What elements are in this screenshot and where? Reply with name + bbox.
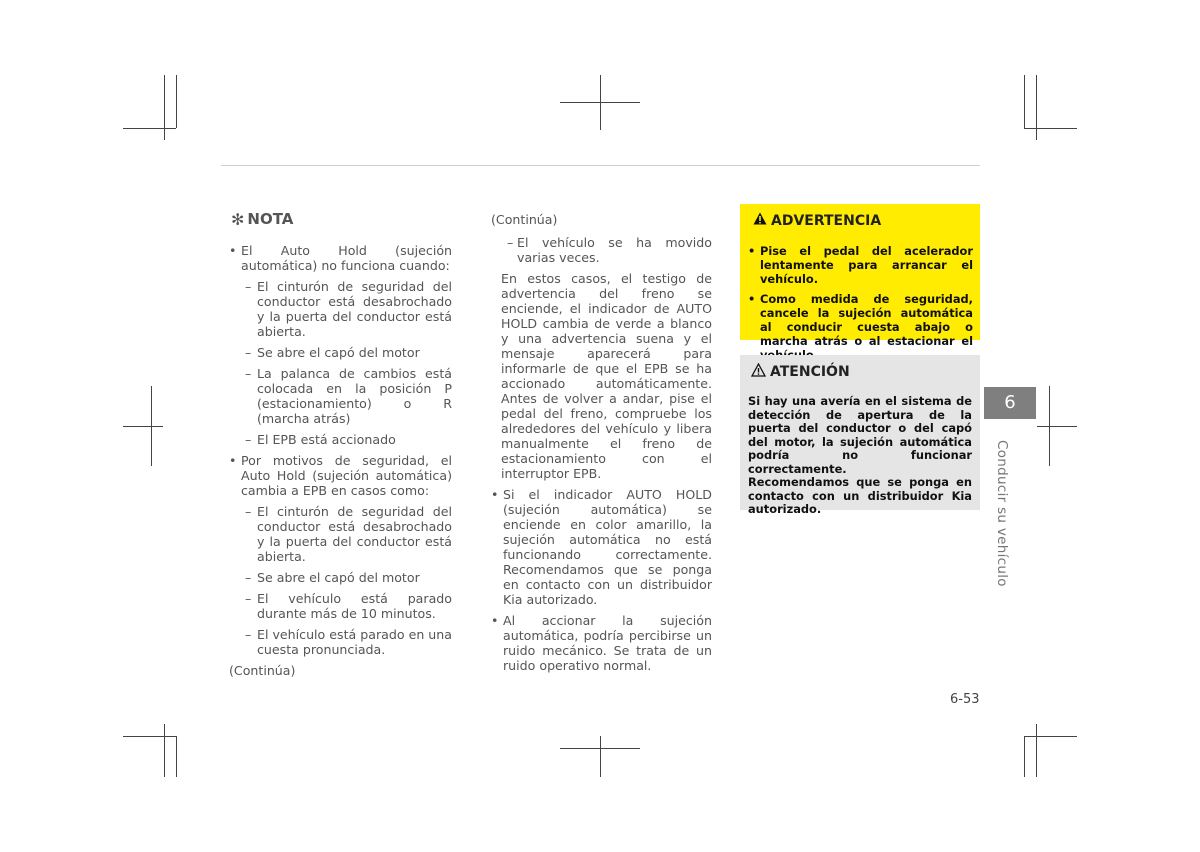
crop-mark	[123, 128, 176, 129]
list-item: • Pise el pedal del acelerador lentamente para arrancar el vehículo.	[748, 244, 973, 286]
sub-item: – El cinturón de seguridad del conductor está desabrochado y la puerta del conductor está abierta.	[229, 279, 452, 339]
crop-mark	[600, 75, 601, 130]
crop-mark	[1024, 128, 1077, 129]
chapter-title: Conducir su vehículo	[994, 440, 1010, 587]
list-item: • Al accionar la sujeción automática, podría percibirse un ruido mecánico. Se trata de un ruido operativo normal.	[491, 613, 712, 673]
crop-mark	[176, 736, 177, 777]
continued-label: (Continúa)	[229, 663, 296, 678]
caution-heading	[751, 363, 850, 381]
list-item: • Si el indicador AUTO HOLD (sujeción automática) se enciende en color amarillo, la sujeción automática no está funcionando correctamente. Recomendamos que se ponga en contacto con un distribuidor Kia autorizado.	[491, 487, 712, 607]
bullet-lead: • Por motivos de seguridad, el Auto Hold (sujeción automática) cambia a EPB en casos como:	[241, 453, 452, 498]
caution-box	[740, 355, 980, 516]
asterisk-icon: ✻	[231, 210, 245, 229]
crop-mark	[1024, 736, 1077, 737]
warning-title: ADVERTENCIA	[771, 212, 882, 229]
sub-item: – El vehículo está parado en una cuesta pronunciada.	[229, 627, 452, 657]
list-item	[229, 453, 452, 498]
warning-triangle-icon	[753, 212, 767, 229]
sub-item: – Se abre el capó del motor	[229, 345, 452, 360]
nota-heading	[231, 212, 452, 227]
continued-label: (Continúa)	[491, 212, 558, 227]
paragraph: En estos casos, el testigo de advertencia del freno se enciende, el indicador de AUTO HOLD cambia de verde a blanco y una advertencia suena y el mensaje aparecerá para informarle de que el EPB se ha accionado automáticamente. Antes de volver a andar, pise el pedal del freno, compruebe los alrededores del vehículo y libera manualmente el freno de estacionamiento con el interruptor EPB.	[501, 271, 712, 481]
crop-mark	[1037, 426, 1077, 427]
crop-mark	[1036, 75, 1037, 140]
list-item: • Como medida de seguridad, cancele la sujeción automática al conducir cuesta abajo o marcha atrás o al estacionar el	[748, 292, 973, 362]
caution-triangle-icon	[751, 363, 766, 381]
bullet-lead: • El Auto Hold (sujeción automática) no funciona cuando:	[241, 243, 452, 273]
crop-mark	[1049, 386, 1050, 466]
sub-item: – Se abre el capó del motor	[229, 570, 452, 585]
warning-list	[748, 244, 973, 368]
crop-mark	[1036, 724, 1037, 777]
crop-mark	[600, 736, 601, 777]
paragraph: Si hay una avería en el sistema de detección de apertura de la puerta del conductor o del capó del motor, la sujeción automática podría no funcionar correctamente.	[748, 394, 972, 476]
crop-mark	[1024, 736, 1025, 777]
nota-title: NOTA	[247, 210, 294, 228]
page-number: 6-53	[950, 692, 980, 707]
crop-mark	[164, 75, 165, 140]
sub-item: – El vehículo está parado durante más de 10 minutos.	[229, 591, 452, 621]
paragraph: Recomendamos que se ponga en contacto con un distribuidor Kia autorizado.	[748, 475, 972, 516]
continued-column	[491, 212, 712, 679]
crop-mark	[1024, 75, 1025, 128]
chapter-tab: 6	[984, 387, 1036, 419]
nota-column	[229, 212, 452, 678]
crop-mark	[123, 736, 176, 737]
crop-mark	[164, 724, 165, 777]
header-rule	[221, 165, 980, 166]
list-item	[229, 243, 452, 273]
warning-box	[740, 204, 980, 348]
sub-item: – El vehículo se ha movido varias veces.	[491, 235, 712, 265]
sub-item: – La palanca de cambios está colocada en la posición P (estacionamiento) o R (marcha atrás)	[229, 366, 452, 426]
caution-title: ATENCIÓN	[770, 364, 850, 380]
crop-mark	[176, 75, 177, 128]
sub-item: – El cinturón de seguridad del conductor está desabrochado y la puerta del conductor está abierta.	[229, 504, 452, 564]
warning-heading	[753, 212, 881, 229]
crop-mark	[123, 426, 163, 427]
sub-item: – El EPB está accionado	[229, 432, 452, 447]
crop-mark	[151, 386, 152, 466]
caution-body	[748, 395, 972, 517]
